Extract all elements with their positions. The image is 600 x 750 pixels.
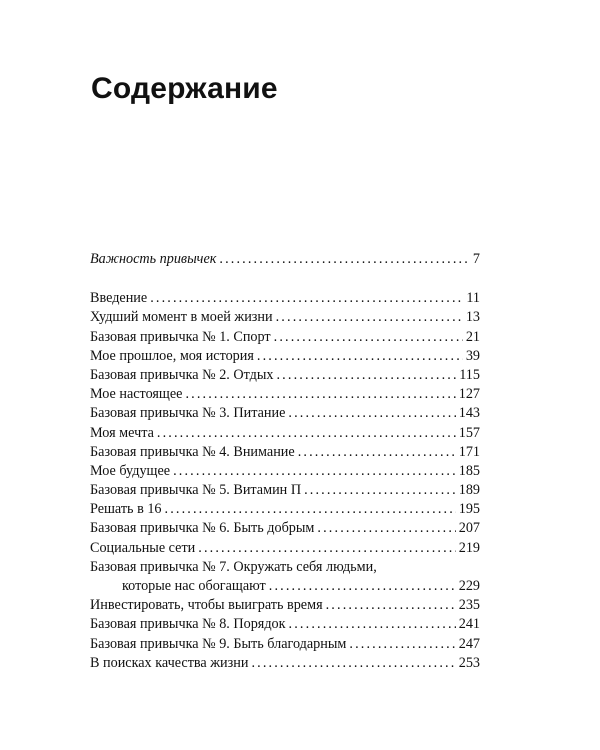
toc-entry-intro[interactable] — [90, 250, 480, 269]
toc-entry-title-line2: которые нас обогащают — [122, 578, 266, 594]
toc-leader — [165, 500, 456, 519]
toc-entry[interactable] — [90, 635, 480, 654]
toc-leader — [276, 308, 463, 327]
toc-entry-title: Мое прошлое, моя история — [90, 347, 254, 364]
toc-entry-title-line1[interactable]: Базовая привычка № 7. Окружать себя людьми, — [90, 558, 377, 575]
toc-entry-title: Мое настоящее — [90, 386, 183, 403]
toc-entry-page: 207 — [458, 520, 480, 537]
toc-entry[interactable] — [90, 443, 480, 462]
toc-entry[interactable] — [90, 289, 480, 308]
toc-entry-title: Базовая привычка № 9. Быть благодарным — [90, 635, 347, 652]
toc-leader — [257, 347, 463, 366]
toc-entry[interactable] — [90, 385, 480, 404]
page-title: Содержание — [91, 72, 278, 105]
toc-leader — [274, 328, 463, 347]
toc-entry[interactable] — [90, 577, 480, 596]
toc-leader — [349, 635, 455, 654]
toc-entry[interactable] — [90, 308, 480, 327]
toc-entry-title: Худший момент в моей жизни — [90, 309, 273, 326]
toc-entry-page: 235 — [458, 597, 480, 614]
toc-entry-page: 143 — [458, 405, 480, 422]
toc-entry-title: Базовая привычка № 5. Витамин П — [90, 482, 302, 499]
toc-entry-page: 11 — [466, 290, 480, 307]
toc-leader — [276, 366, 456, 385]
toc-entry-title: Базовая привычка № 2. Отдых — [90, 366, 274, 383]
toc-entry-page: 157 — [458, 424, 480, 441]
toc-entry-page: 195 — [458, 501, 480, 518]
toc-leader — [251, 654, 455, 673]
toc-entry-page: 13 — [465, 309, 480, 326]
toc-leader — [198, 539, 455, 558]
toc-entry-page: 189 — [458, 482, 480, 499]
toc-entry[interactable] — [90, 596, 480, 615]
toc-entry-page: 127 — [458, 386, 480, 403]
toc-entry[interactable] — [90, 328, 480, 347]
toc-entry-page: 229 — [458, 578, 480, 594]
toc-entry-page: 219 — [458, 539, 480, 556]
toc-entry-page: 185 — [458, 462, 480, 479]
toc-entry-title: Базовая привычка № 1. Спорт — [90, 328, 271, 345]
toc-leader — [185, 385, 455, 404]
toc-entry[interactable] — [90, 347, 480, 366]
toc-entry-title: Социальные сети — [90, 539, 196, 556]
toc-leader — [219, 250, 470, 269]
toc-entry[interactable] — [90, 519, 480, 538]
toc-entry-page: 247 — [458, 635, 480, 652]
toc-entry[interactable] — [90, 654, 480, 673]
toc-leader — [289, 615, 456, 634]
toc-leader — [173, 462, 456, 481]
toc-leader — [157, 424, 456, 443]
toc-entry-title: Моя мечта — [90, 424, 154, 441]
toc-entry-page: 21 — [465, 328, 480, 345]
toc-entry[interactable] — [90, 615, 480, 634]
toc-entry-page: 7 — [472, 251, 480, 267]
toc-entry[interactable] — [90, 539, 480, 558]
toc-entry-title: Базовая привычка № 3. Питание — [90, 405, 286, 422]
toc-entry[interactable] — [90, 366, 480, 385]
toc-entry-title: Базовая привычка № 8. Порядок — [90, 616, 286, 633]
toc-leader — [326, 596, 456, 615]
toc-entry[interactable] — [90, 462, 480, 481]
toc-leader — [304, 481, 456, 500]
toc-entry[interactable] — [90, 481, 480, 500]
toc-entry-page: 115 — [459, 366, 480, 383]
toc-entry-title: Мое будущее — [90, 462, 171, 479]
toc-entry-title: В поисках качества жизни — [90, 654, 249, 671]
toc-entry-title: Инвестировать, чтобы выиграть время — [90, 597, 323, 614]
toc-spacer — [90, 269, 480, 289]
toc-entry-page: 241 — [458, 616, 480, 633]
toc-leader — [269, 577, 456, 596]
toc-entry-title: Базовая привычка № 6. Быть добрым — [90, 520, 315, 537]
toc-leader — [317, 519, 455, 538]
toc-entry-title: Базовая привычка № 4. Внимание — [90, 443, 295, 460]
toc-entry-page: 39 — [465, 347, 480, 364]
toc-entry[interactable] — [90, 424, 480, 443]
toc-leader — [298, 443, 456, 462]
toc-entry[interactable] — [90, 500, 480, 519]
toc-entry-page: 171 — [458, 443, 480, 460]
table-of-contents — [90, 250, 480, 673]
toc-entry-title: Важность привычек — [90, 251, 217, 267]
toc-entry-title: Введение — [90, 290, 148, 307]
toc-leader — [150, 289, 463, 308]
toc-entry-title: Решать в 16 — [90, 501, 162, 518]
toc-entry-page: 253 — [458, 654, 480, 671]
toc-leader — [288, 404, 455, 423]
toc-entry[interactable] — [90, 404, 480, 423]
